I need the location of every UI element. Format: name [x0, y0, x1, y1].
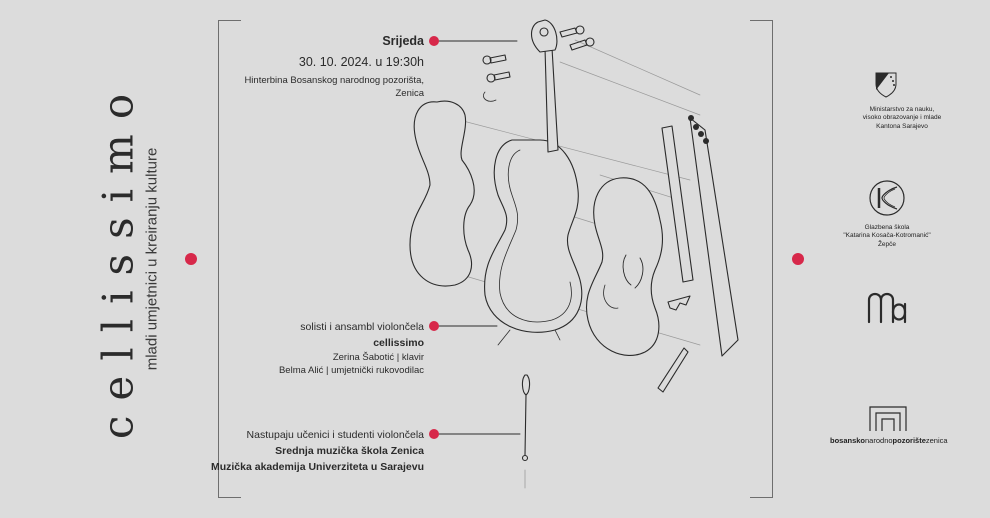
cello-strings [690, 118, 738, 356]
performers-director: Belma Alić | umjetnički rukovodilac [278, 365, 424, 377]
event-venue-line1: Hinterbina Bosanskog narodnog pozorišta, [244, 74, 424, 86]
event-datetime: 30. 10. 2024. u 19:30h [298, 54, 424, 69]
students-line1: Nastupaju učenici i studenti violončela [246, 429, 424, 441]
performers-pianist: Zerina Šabotić | klavir [332, 352, 424, 364]
event-subtitle: mladi umjetnici u kreiranju kulture [143, 147, 161, 371]
ministry-line3: Kantona Sarajevo [876, 122, 928, 130]
ministry-line1: Ministarstvo za nauku, [869, 106, 935, 113]
ministry-line2: visoko obrazovanje i mlade [862, 114, 942, 122]
cello-bridge [668, 296, 690, 310]
cello-front-plate [586, 178, 662, 356]
students-academy: Muzička akademija Univerziteta u Sarajevu [210, 461, 424, 474]
ministry-coat-of-arms-icon [872, 70, 900, 98]
event-title: cellissimo [93, 78, 143, 440]
cello-tailpiece [658, 348, 688, 392]
cello-neck [545, 48, 558, 152]
theatre-part2: narodno [865, 436, 893, 445]
school-line1: Glazbena škola [864, 224, 910, 231]
theatre-logo-icon [868, 405, 908, 433]
ministry-logo-text [842, 106, 962, 131]
theatre-logo-text [830, 436, 948, 445]
cello-ribs [485, 140, 582, 332]
cello-endpin [522, 375, 529, 488]
event-venue-line2: Zenica [395, 87, 424, 99]
cello-back-plate [410, 101, 474, 286]
performers-line1: solisti i ansambl violončela [300, 321, 424, 333]
music-academy-logo-icon [865, 290, 909, 324]
theatre-part1: bosansko [830, 436, 866, 445]
school-line3: Žepče [877, 240, 897, 248]
music-school-logo-icon [867, 178, 907, 218]
school-line2: "Katarina Kosača-Kotromanić" [843, 232, 931, 240]
theatre-part4: zenica [925, 436, 948, 445]
event-day: Srijeda [382, 34, 424, 48]
performers-ensemble: cellissimo [373, 337, 424, 350]
cello-fingerboard [662, 126, 693, 282]
students-school: Srednja muzička škola Zenica [275, 445, 424, 458]
music-school-logo-text [827, 224, 947, 249]
theatre-part3: pozorište [892, 436, 926, 445]
